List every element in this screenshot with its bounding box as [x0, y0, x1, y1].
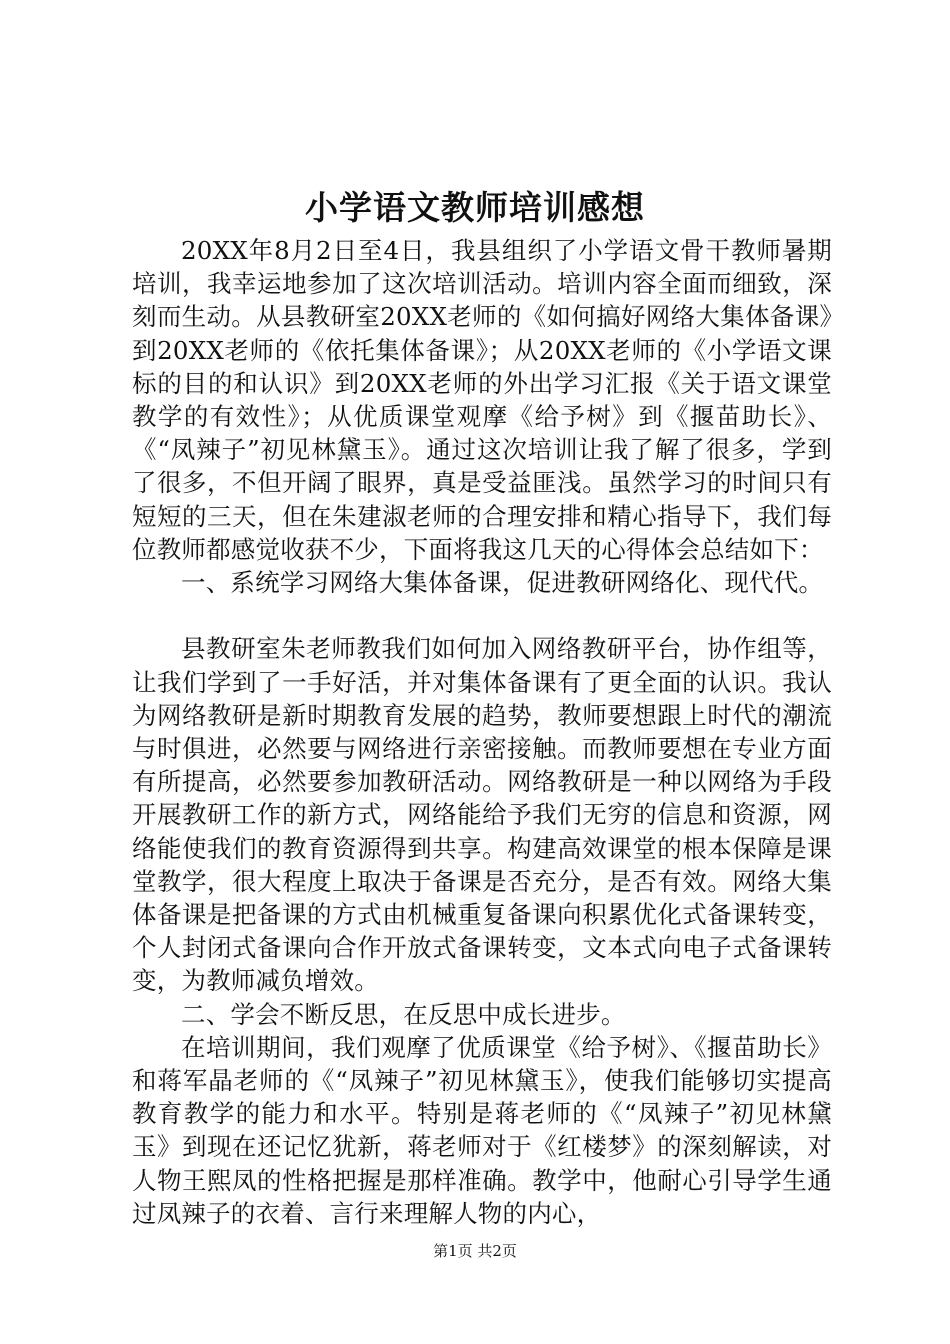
paragraph-observation: 在培训期间，我们观摩了优质课堂《给予树》、《揠苗助长》和蒋军晶老师的《“凤辣子”初见林黛玉》，使我们能够切实提高教育教学的能力和水平。特别是蒋老师的《“凤辣子”初见林黛玉》到现在还记忆犹新，蒋老师对于《红楼梦》的深刻解读，对人物王熙凤的性格把握是那样准确。教学中，他耐心引导学生通过凤辣子的衣着、言行来理解人物的内心，: [132, 1032, 832, 1228]
page-number-footer: 第1页 共2页: [433, 1242, 517, 1260]
document-title: 小学语文教师培训感想: [305, 188, 645, 227]
section-heading-1: 一、系统学习网络大集体备课，促进教研网络化、现代代。: [181, 568, 824, 598]
section-heading-2: 二、学会不断反思，在反思中成长进步。: [181, 999, 626, 1029]
paragraph-intro: 20XX年8月2日至4日，我县组织了小学语文骨干教师暑期培训，我幸运地参加了这次培训活动。培训内容全面而细致，深刻而生动。从县教研室20XX老师的《如何搞好网络大集体备课》到20XX老师的《依托集体备课》；从20XX老师的《小学语文课标的目的和认识》到20XX老师的外出学习汇报《关于语文课堂教学的有效性》；从优质课堂观摩《给予树》到《揠苗助长》、《“凤辣子”初见林黛玉》。通过这次培训让我了解了很多，学到了很多，不但开阔了眼界，真是受益匪浅。虽然学习的时间只有短短的三天，但在朱建淑老师的合理安排和精心指导下，我们每位教师都感觉收获不少，下面将我这几天的心得体会总结如下：: [132, 236, 832, 564]
document-body: [132, 234, 832, 1230]
paragraph-network-lesson-prep: 县教研室朱老师教我们如何加入网络教研平台，协作组等，让我们学到了一手好活，并对集体备课有了更全面的认识。我认为网络教研是新时期教育发展的趋势，教师要想跟上时代的潮流与时俱进，必然要与网络进行亲密接触。而教师要想在专业方面有所提高，必然要参加教研活动。网络教研是一种以网络为手段开展教研工作的新方式，网络能给予我们无穷的信息和资源，网络能使我们的教育资源得到共享。构建高效课堂的根本保障是课堂教学，很大程度上取决于备课是否充分，是否有效。网络大集体备课是把备课的方式由机械重复备课向积累优化式备课转变，个人封闭式备课向合作开放式备课转变，文本式向电子式备课转变，为教师减负增效。: [132, 634, 832, 996]
